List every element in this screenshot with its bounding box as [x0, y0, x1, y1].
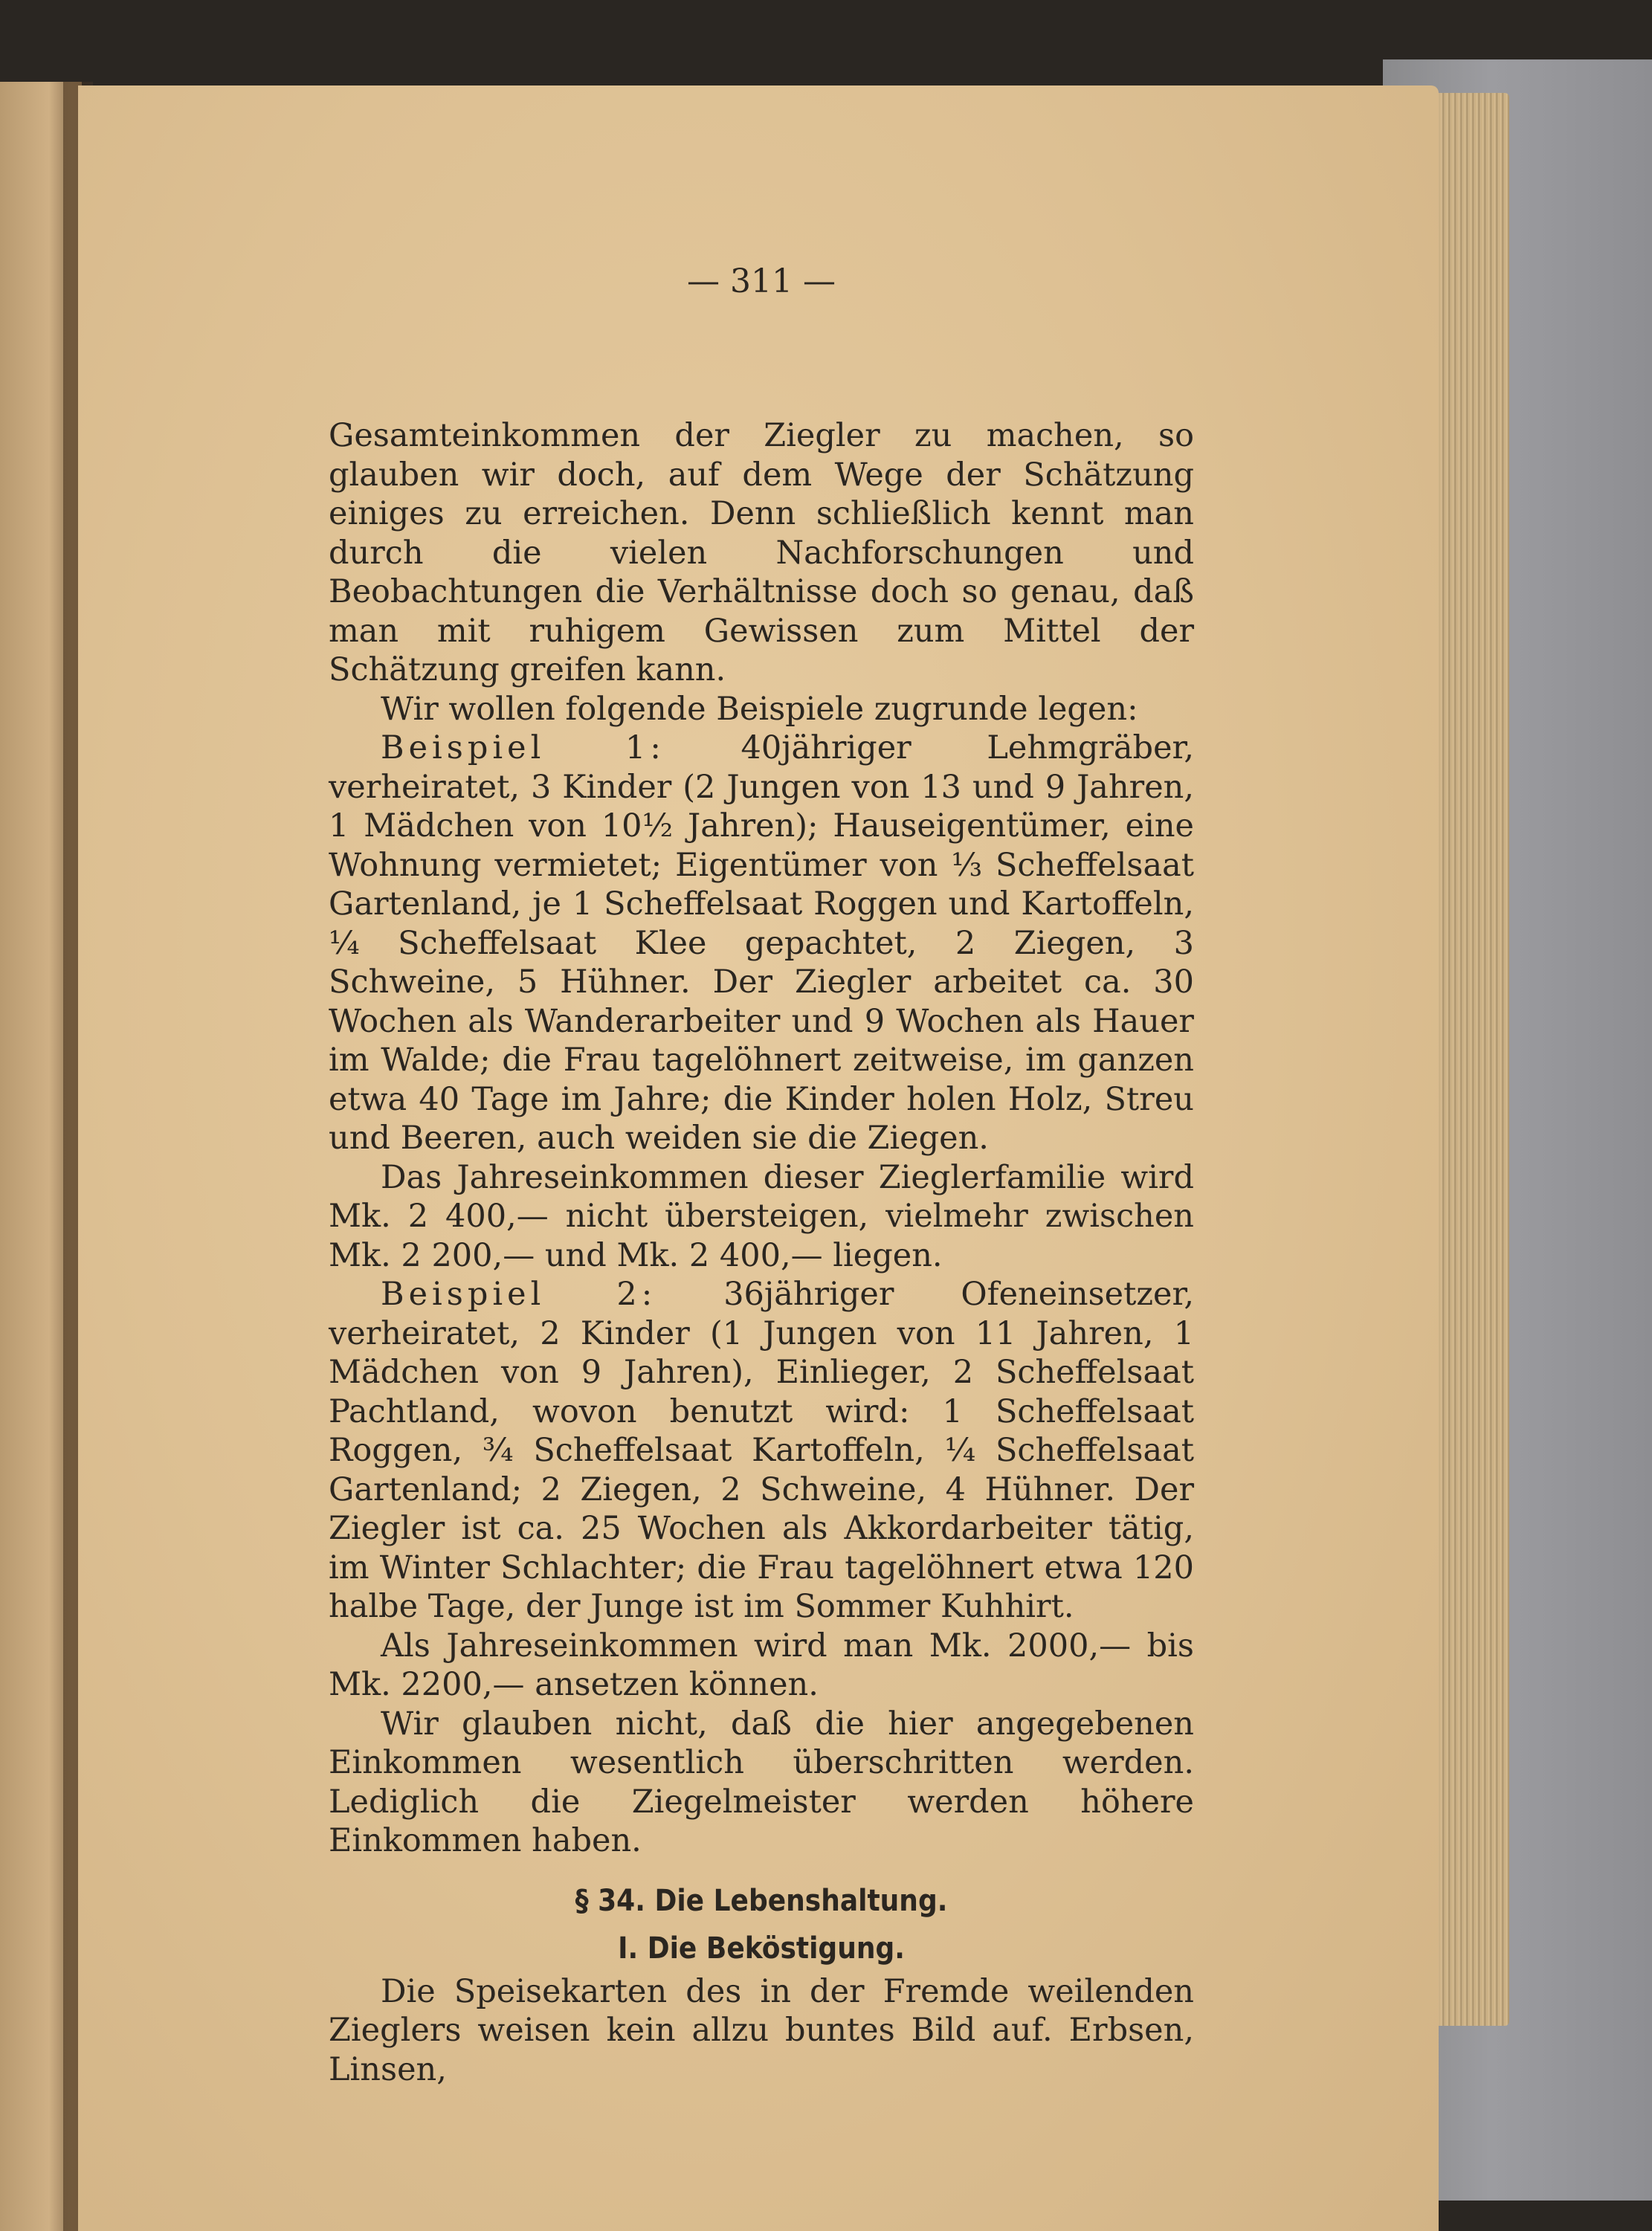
example-2-label: Beispiel 2: [381, 1276, 657, 1313]
income-1: Das Jahreseinkommen dieser Zieglerfamilie wird Mk. 2 400,— nicht übersteigen, vielmehr zwischen Mk. 2 200,— und Mk. 2 400,— liegen. [329, 1158, 1194, 1274]
book-page [78, 85, 1439, 2231]
subsection-heading: I. Die Beköstigung. [618, 1931, 905, 1966]
paragraph-continuation: Gesamteinkommen der Ziegler zu machen, so glauben wir doch, auf dem Wege der Schätzung einiges zu erreichen. Denn schließlich kennt man durch die vielen Nachforschungen und Beobachtungen die Verhältnisse doch so genau, daß man mit ruhigem Gewissen zum Mittel der Schätzung greifen kann. [329, 417, 1194, 688]
example-1-label: Beispiel 1: [381, 729, 665, 766]
conclusion: Wir glauben nicht, daß die hier angegebenen Einkommen wesentlich überschritten werden. Lediglich die Ziegelmeister werden höhere Einkommen haben. [329, 1705, 1194, 1859]
example-1-text: 40jähriger Lehmgräber, verheiratet, 3 Kinder (2 Jungen von 13 und 9 Jahren, 1 Mädchen von 10½ Jahren); Hauseigentümer, eine Wohnung vermietet; Eigentümer von ⅓ Scheffelsaat Gartenland, je 1 Scheffelsaat Roggen und Kartoffeln, ¼ Scheffelsaat Klee gepachtet, 2 Ziegen, 3 Schweine, 5 Hühner. Der Ziegler arbeitet ca. 30 Wochen als Wanderarbeiter und 9 Wochen als Hauer im Walde; die Frau tagelöhnert zeitweise, im ganzen etwa 40 Tage im Jahre; die Kinder holen Holz, Streu und Beeren, auch weiden sie die Ziegen. [329, 729, 1195, 1157]
paragraph-intro: Wir wollen folgende Beispiele zugrunde legen: [381, 690, 1138, 728]
example-2 [329, 1275, 1194, 1627]
page-edges [1427, 93, 1509, 2026]
section-heading: § 34. Die Lebenshaltung. [575, 1883, 948, 1918]
page-number: — 311 — [687, 262, 836, 300]
last-paragraph: Die Speisekarten des in der Fremde weilenden Zieglers weisen kein allzu buntes Bild auf. Erbsen, Linsen, [329, 1972, 1194, 2088]
income-2: Als Jahreseinkommen wird man Mk. 2000,— bis Mk. 2200,— ansetzen können. [329, 1627, 1194, 1703]
example-1 [329, 729, 1194, 1158]
body-text [329, 416, 1194, 2089]
example-2-text: 36jähriger Ofeneinsetzer, verheiratet, 2 Kinder (1 Jungen von 11 Jahren, 1 Mädchen von 9 Jahren), Einlieger, 2 Scheffelsaat Pachtland, wovon benutzt wird: 1 Scheffelsaat Roggen, ¾ Scheffelsaat Kartoffeln, ¼ Scheffelsaat Gartenland; 2 Ziegen, 2 Schweine, 4 Hühner. Der Ziegler ist ca. 25 Wochen als Akkordarbeiter tätig, im Winter Schlachter; die Frau tagelöhnert etwa 120 halbe Tage, der Junge ist im Sommer Kuhhirt. [329, 1276, 1194, 1625]
